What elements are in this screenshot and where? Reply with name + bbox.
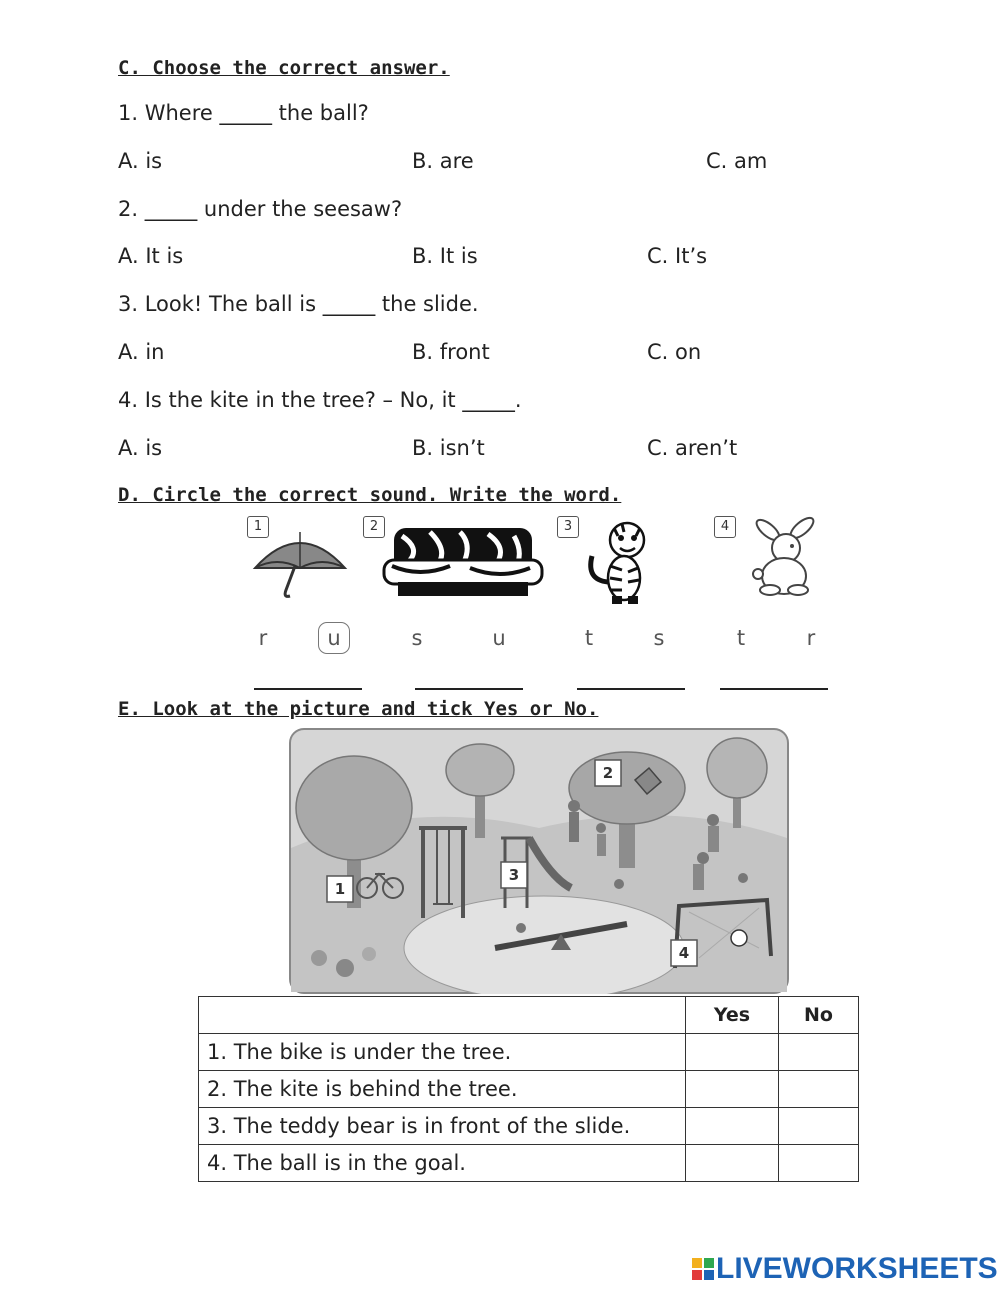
picture-number-4: 4 [714, 516, 736, 538]
q3-option-a[interactable]: A. in [118, 340, 165, 364]
sound-3-t[interactable]: t [584, 626, 594, 650]
q3-option-b[interactable]: B. front [412, 340, 490, 364]
sound-2-u[interactable]: u [492, 626, 506, 650]
table-header-yes: Yes [686, 997, 779, 1034]
yes-cell-3[interactable] [686, 1108, 779, 1145]
liveworksheets-logo[interactable] [692, 1252, 998, 1286]
section-c-heading: C. Choose the correct answer. [118, 57, 450, 79]
sound-1-r[interactable]: r [258, 626, 268, 650]
q1-option-c[interactable]: C. am [706, 149, 768, 173]
rabbit-icon [740, 516, 824, 598]
q1-option-b[interactable]: B. are [412, 149, 474, 173]
picture-label-2: 2 [602, 764, 614, 782]
yes-cell-2[interactable] [686, 1071, 779, 1108]
sofa-icon [380, 522, 546, 600]
table-row [199, 1071, 859, 1108]
no-cell-2[interactable] [779, 1071, 859, 1108]
picture-label-1: 1 [334, 880, 346, 898]
q1-option-a[interactable]: A. is [118, 149, 163, 173]
table-row [199, 1108, 859, 1145]
section-d-heading: D. Circle the correct sound. Write the word. [118, 484, 622, 506]
statement-1: 1. The bike is under the tree. [199, 1034, 686, 1071]
q3-option-c[interactable]: C. on [647, 340, 702, 364]
q2-option-b[interactable]: B. It is [412, 244, 478, 268]
sound-2-s[interactable]: s [411, 626, 423, 650]
table-header-sentence [199, 997, 686, 1034]
picture-number-1: 1 [247, 516, 269, 538]
question-4: 4. Is the kite in the tree? – No, it _____. [118, 388, 522, 412]
yes-cell-1[interactable] [686, 1034, 779, 1071]
picture-label-4: 4 [678, 944, 690, 962]
tiger-icon [582, 520, 662, 606]
umbrella-icon [250, 528, 350, 600]
q2-option-c[interactable]: C. It’s [647, 244, 708, 268]
table-row [199, 1145, 859, 1182]
picture-number-2: 2 [363, 516, 385, 538]
answer-line-3[interactable] [577, 688, 685, 690]
sound-4-r[interactable]: r [806, 626, 816, 650]
question-3: 3. Look! The ball is _____ the slide. [118, 292, 479, 316]
table-header-row [199, 997, 859, 1034]
q2-option-a[interactable]: A. It is [118, 244, 184, 268]
table-row [199, 1034, 859, 1071]
q4-option-a[interactable]: A. is [118, 436, 163, 460]
yes-no-table [198, 996, 859, 1182]
q4-option-b[interactable]: B. isn’t [412, 436, 485, 460]
answer-line-2[interactable] [415, 688, 523, 690]
q4-option-c[interactable]: C. aren’t [647, 436, 738, 460]
sound-3-s[interactable]: s [653, 626, 665, 650]
no-cell-4[interactable] [779, 1145, 859, 1182]
sound-1-u[interactable]: u [318, 622, 350, 654]
section-e-heading: E. Look at the picture and tick Yes or No. [118, 698, 599, 720]
no-cell-1[interactable] [779, 1034, 859, 1071]
table-header-no: No [779, 997, 859, 1034]
park-scene-picture [289, 728, 789, 994]
question-2: 2. _____ under the seesaw? [118, 197, 403, 221]
statement-4: 4. The ball is in the goal. [199, 1145, 686, 1182]
statement-3: 3. The teddy bear is in front of the slide. [199, 1108, 686, 1145]
statement-2: 2. The kite is behind the tree. [199, 1071, 686, 1108]
answer-line-4[interactable] [720, 688, 828, 690]
picture-label-3: 3 [508, 866, 520, 884]
yes-cell-4[interactable] [686, 1145, 779, 1182]
question-1: 1. Where _____ the ball? [118, 101, 369, 125]
sound-4-t[interactable]: t [736, 626, 746, 650]
no-cell-3[interactable] [779, 1108, 859, 1145]
picture-number-3: 3 [557, 516, 579, 538]
logo-text: LIVEWORKSHEETS [716, 1252, 998, 1285]
answer-line-1[interactable] [254, 688, 362, 690]
liveworksheets-mark-icon [692, 1258, 714, 1280]
